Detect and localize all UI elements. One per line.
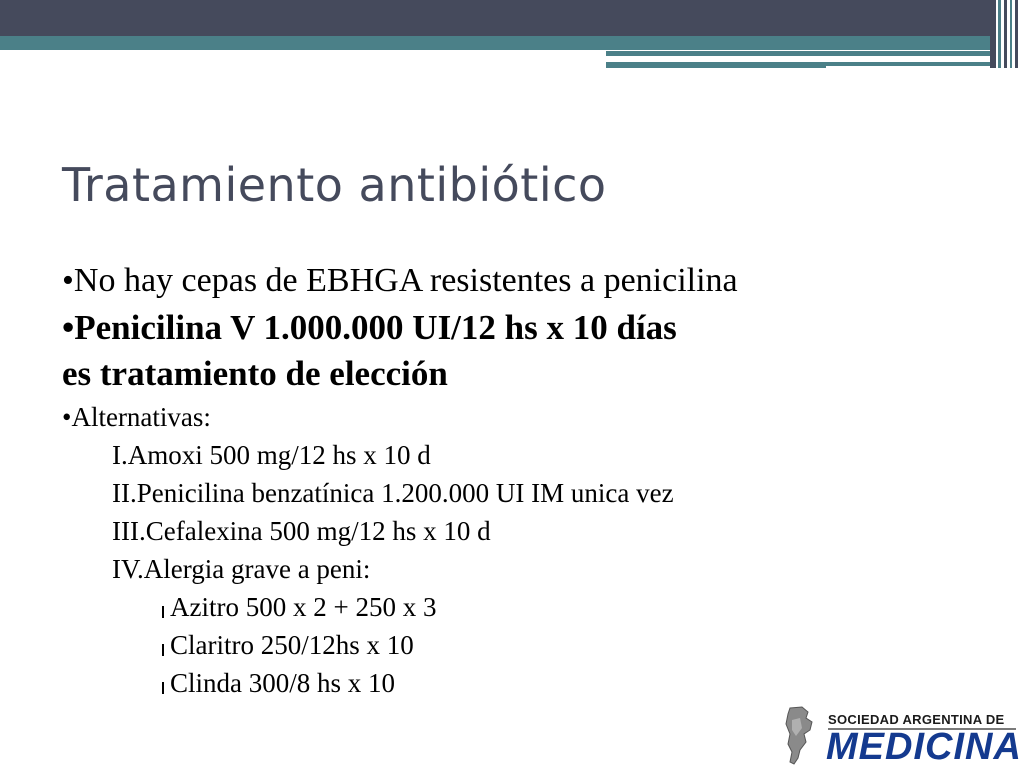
allergy-option [162, 668, 395, 699]
slide-title: Tratamiento antibiótico [62, 158, 607, 212]
allergy-option [162, 630, 414, 661]
sub-bullet-icon [162, 644, 164, 656]
logo-medicina: MEDICINA [826, 726, 1022, 768]
sub-bullet-icon [162, 606, 164, 618]
alternative-item: II.Penicilina benzatínica 1.200.000 UI IM unica vez [112, 478, 674, 508]
society-logo [780, 706, 1020, 766]
header-vertical-bar [1010, 0, 1012, 68]
allergy-option-text: Clinda 300/8 hs x 10 [170, 668, 396, 698]
header-accent-line [826, 62, 990, 66]
header-accent-line [606, 50, 990, 51]
header-accent-line [606, 62, 826, 68]
allergy-option [162, 592, 436, 623]
alternative-item: IV.Alergia grave a peni: [112, 554, 371, 584]
alternative-item: I.Amoxi 500 mg/12 hs x 10 d [112, 440, 431, 470]
header-band-teal [0, 36, 990, 50]
sub-bullet-icon [162, 682, 164, 694]
allergy-option-text: Azitro 500 x 2 + 250 x 3 [170, 592, 437, 622]
header-band-dark [0, 0, 990, 36]
allergy-option-text: Claritro 250/12hs x 10 [170, 630, 414, 660]
header-vertical-bar [1004, 0, 1007, 68]
bullet-alternatives: •Alternativas: [62, 402, 211, 432]
header-vertical-bar [990, 0, 996, 68]
bullet-no-resistance: •No hay cepas de EBHGA resistentes a penicilina [62, 262, 738, 299]
logo-society-name: SOCIEDAD ARGENTINA DE [828, 712, 1005, 727]
alternative-item: III.Cefalexina 500 mg/12 hs x 10 d [112, 516, 491, 546]
bullet-first-line-treatment-cont: es tratamiento de elección [62, 354, 448, 393]
argentina-map-icon [780, 706, 820, 766]
header-vertical-bar [1015, 0, 1018, 68]
bullet-first-line-treatment: •Penicilina V 1.000.000 UI/12 hs x 10 días [62, 308, 677, 347]
header-vertical-bar [998, 0, 1001, 68]
